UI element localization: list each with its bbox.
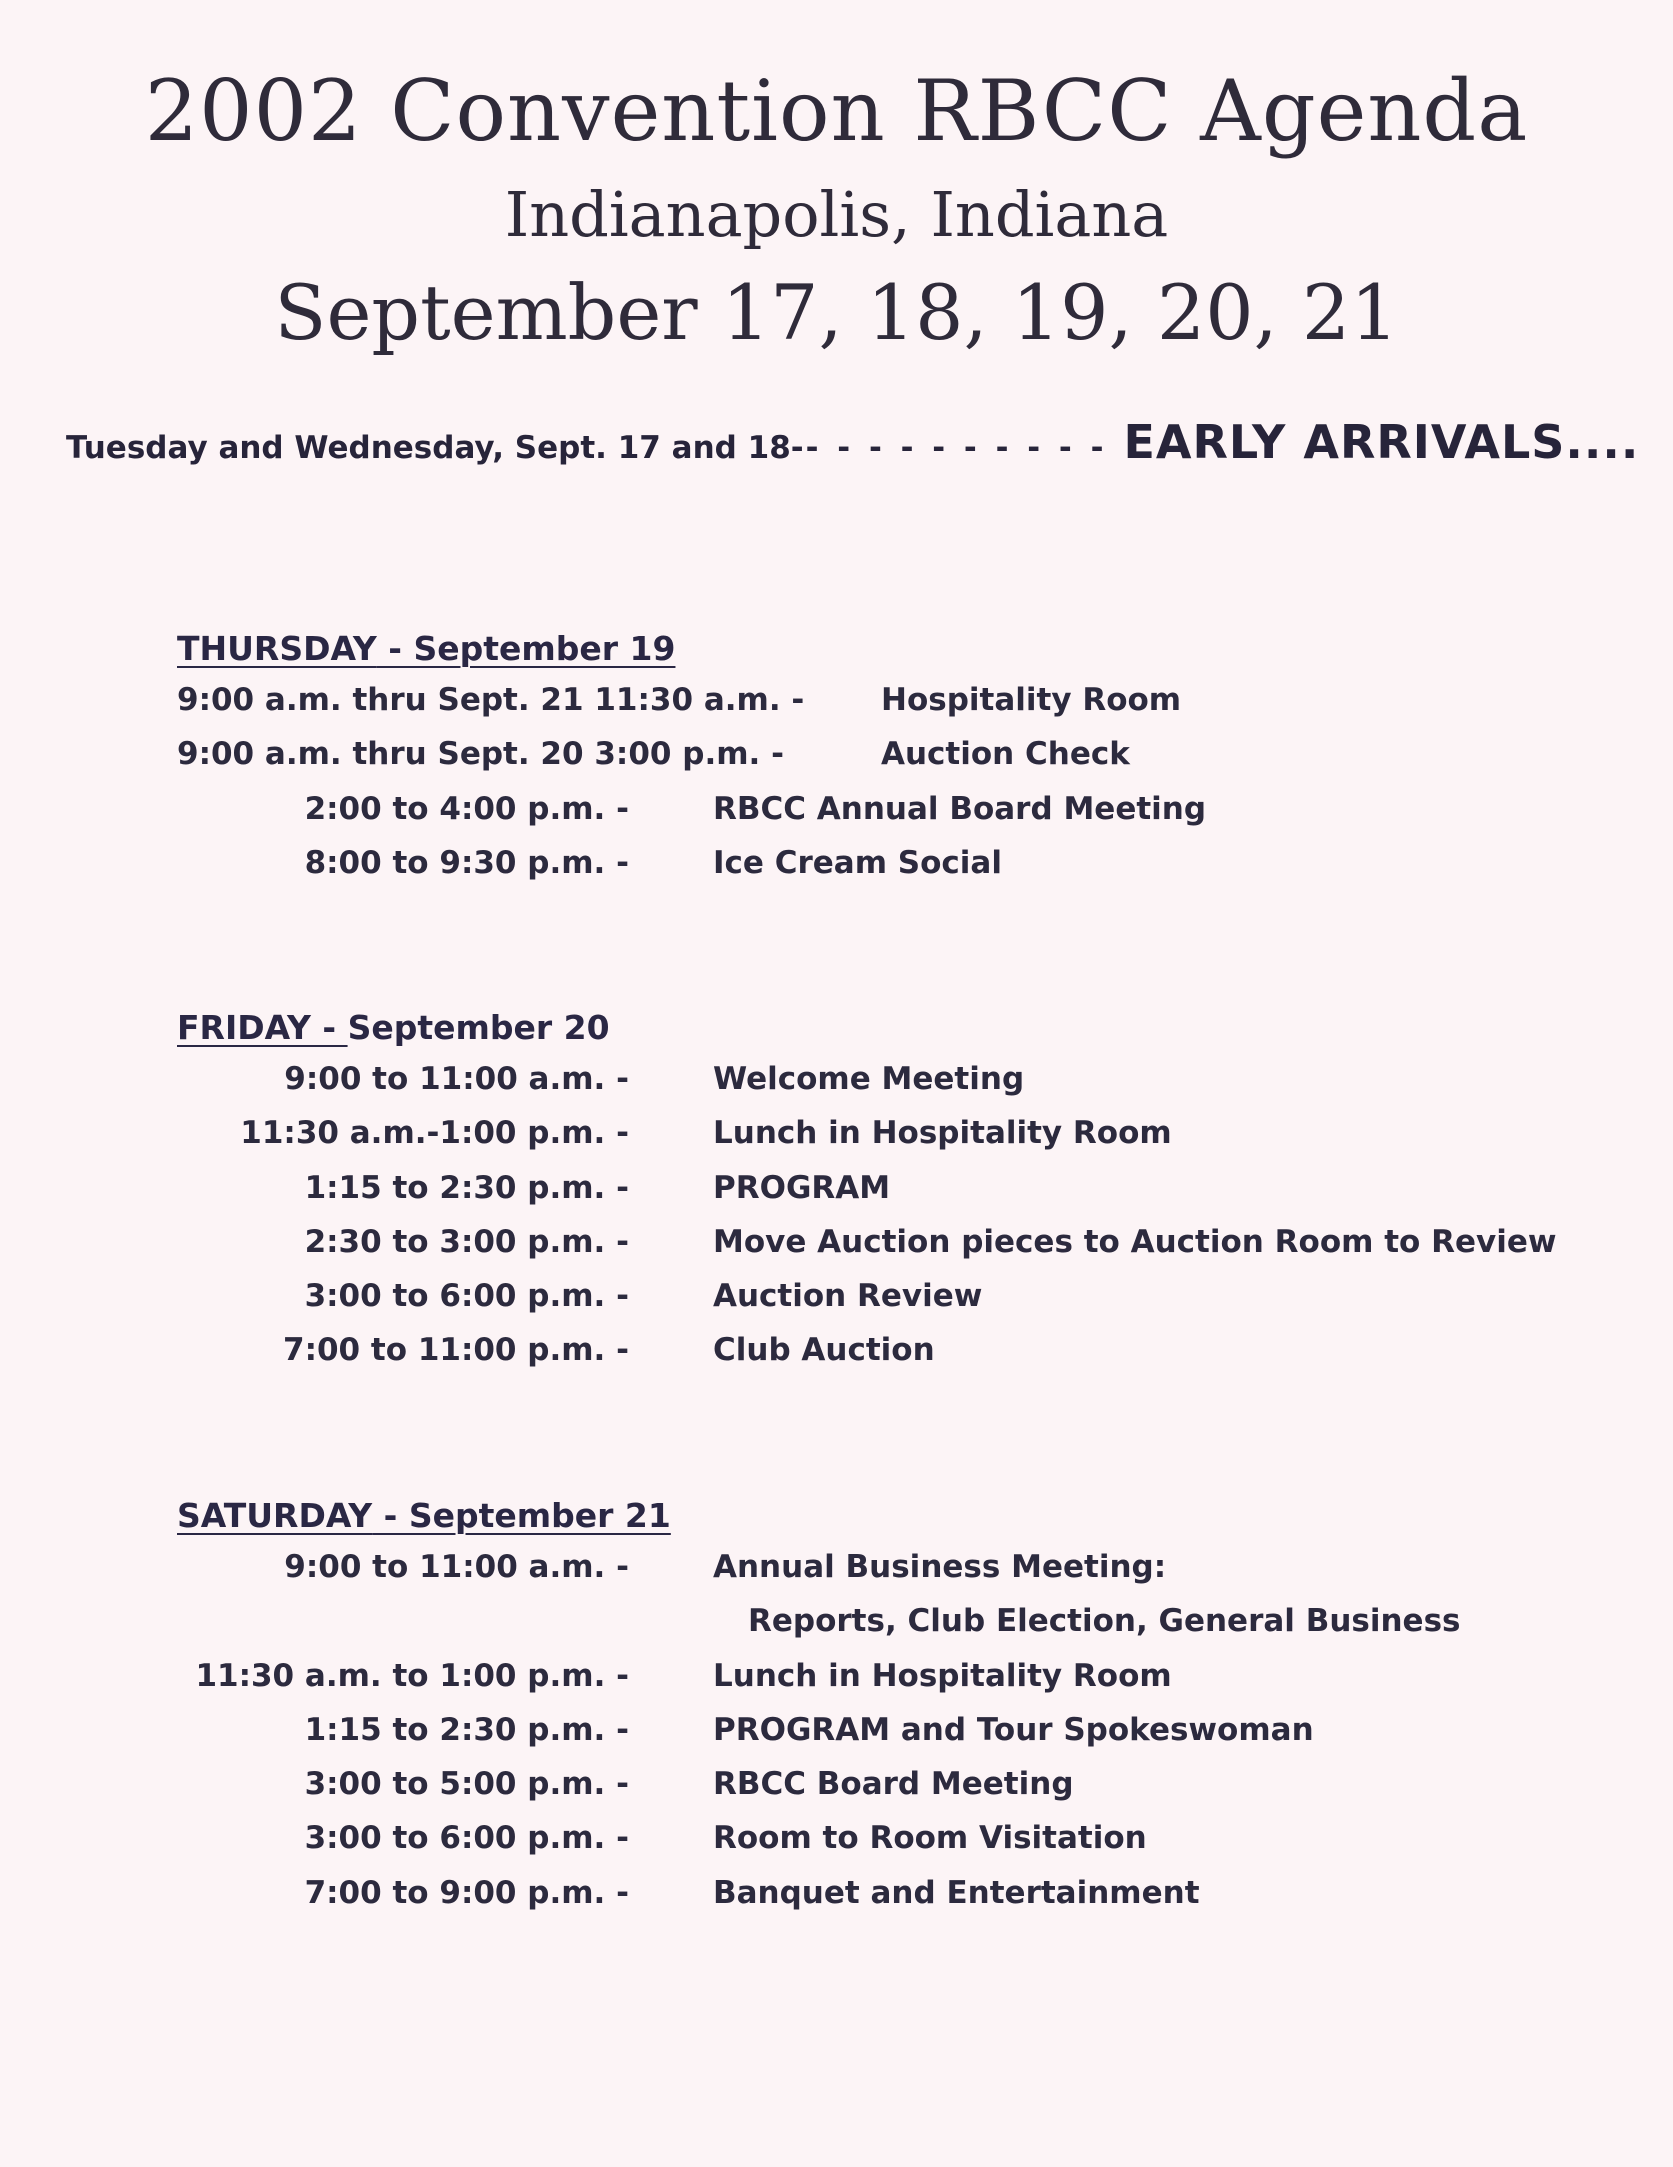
- friday-date: September 20: [347, 1008, 610, 1047]
- agenda-event: Move Auction pieces to Auction Room to Review: [713, 1223, 1557, 1260]
- agenda-row: [177, 1757, 1577, 1811]
- agenda-event: Room to Room Visitation: [713, 1820, 1147, 1857]
- agenda-row: [177, 782, 1577, 836]
- agenda-dates: September 17, 18, 19, 20, 21: [274, 268, 1399, 357]
- agenda-time: 3:00 to 6:00 p.m. -: [304, 1278, 629, 1315]
- saturday-heading: [177, 1492, 1577, 1540]
- agenda-time: 2:00 to 4:00 p.m. -: [304, 790, 629, 827]
- agenda-row: [177, 1323, 1577, 1377]
- agenda-time: 9:00 a.m. thru Sept. 20 3:00 p.m. -: [177, 736, 784, 773]
- agenda-location: Indianapolis, Indiana: [504, 178, 1169, 251]
- friday-section: [177, 1004, 1577, 1378]
- agenda-event: PROGRAM: [713, 1169, 891, 1206]
- agenda-time: 9:00 to 11:00 a.m. -: [284, 1061, 629, 1097]
- agenda-row: [177, 1540, 1577, 1594]
- agenda-event: RBCC Annual Board Meeting: [713, 790, 1207, 827]
- agenda-event: Club Auction: [713, 1332, 935, 1369]
- agenda-row: [177, 1649, 1577, 1703]
- agenda-event: Hospitality Room: [881, 682, 1182, 718]
- friday-day: FRIDAY -: [177, 1008, 348, 1047]
- agenda-row: [177, 1866, 1577, 1920]
- agenda-event: Auction Review: [713, 1278, 983, 1315]
- thursday-day: THURSDAY: [177, 629, 377, 668]
- agenda-row: [177, 836, 1577, 890]
- thursday-date: - September 19: [376, 629, 676, 668]
- agenda-row: [177, 1269, 1577, 1323]
- agenda-event: Auction Check: [881, 736, 1130, 773]
- agenda-time: 8:00 to 9:30 p.m. -: [304, 844, 629, 881]
- agenda-event-detail: Reports, Club Election, General Business: [748, 1603, 1461, 1640]
- agenda-time: 7:00 to 9:00 p.m. -: [304, 1874, 629, 1911]
- agenda-row: [177, 1811, 1577, 1865]
- agenda-time: 11:30 a.m. to 1:00 p.m. -: [195, 1657, 629, 1694]
- agenda-row: [177, 1215, 1577, 1269]
- early-arrivals-dashes: - - - - - - - - - -: [805, 430, 1108, 466]
- agenda-title: 2002 Convention RBCC Agenda: [144, 62, 1529, 160]
- agenda-row: [177, 673, 1577, 727]
- early-arrivals-label: EARLY ARRIVALS....: [1123, 415, 1640, 469]
- saturday-section: [177, 1492, 1577, 1920]
- agenda-event: Annual Business Meeting:: [713, 1549, 1167, 1585]
- agenda-row: [177, 1106, 1577, 1160]
- agenda-time: 3:00 to 5:00 p.m. -: [304, 1766, 629, 1803]
- thursday-heading: [177, 625, 1577, 673]
- agenda-time: 11:30 a.m.-1:00 p.m. -: [240, 1115, 629, 1152]
- agenda-time: 2:30 to 3:00 p.m. -: [304, 1223, 629, 1260]
- agenda-event: Welcome Meeting: [713, 1061, 1025, 1097]
- agenda-time: 9:00 a.m. thru Sept. 21 11:30 a.m. -: [177, 682, 805, 718]
- early-arrivals-days: Tuesday and Wednesday, Sept. 17 and 18-: [66, 430, 804, 466]
- agenda-event: Lunch in Hospitality Room: [713, 1657, 1172, 1694]
- agenda-event: RBCC Board Meeting: [713, 1766, 1074, 1803]
- agenda-event: Ice Cream Social: [713, 844, 1002, 881]
- agenda-time: 9:00 to 11:00 a.m. -: [284, 1549, 629, 1585]
- agenda-row: [177, 1703, 1577, 1757]
- saturday-date: - September 21: [372, 1496, 671, 1535]
- agenda-event: Banquet and Entertainment: [713, 1874, 1200, 1911]
- agenda-event: Lunch in Hospitality Room: [713, 1115, 1172, 1152]
- agenda-row: [177, 1594, 1577, 1648]
- agenda-row: [177, 727, 1577, 781]
- agenda-time: 7:00 to 11:00 p.m. -: [283, 1332, 629, 1369]
- agenda-row: [177, 1161, 1577, 1215]
- agenda-row: [177, 1052, 1577, 1106]
- agenda-event: PROGRAM and Tour Spokeswoman: [713, 1711, 1314, 1748]
- agenda-time: 3:00 to 6:00 p.m. -: [304, 1820, 629, 1857]
- agenda-time: 1:15 to 2:30 p.m. -: [304, 1169, 629, 1206]
- early-arrivals-line: [66, 415, 1640, 469]
- thursday-section: [177, 625, 1577, 890]
- saturday-day: SATURDAY: [177, 1496, 373, 1535]
- friday-heading: [177, 1004, 1577, 1052]
- agenda-time: 1:15 to 2:30 p.m. -: [304, 1711, 629, 1748]
